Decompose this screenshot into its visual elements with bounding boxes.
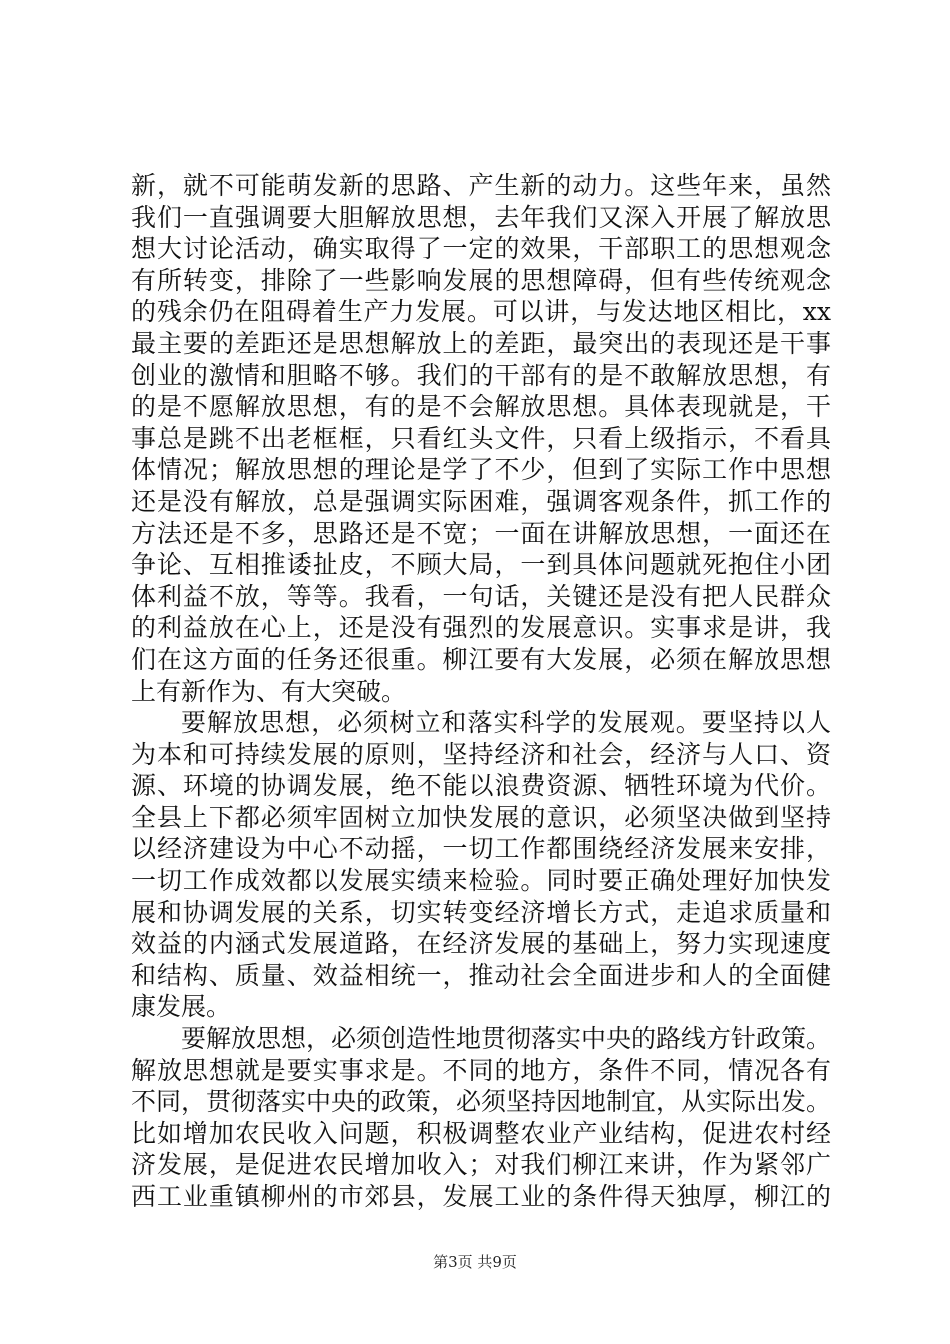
text-line: 不同，贯彻落实中央的政策，必须坚持因地制宜，从实际出发。: [131, 1087, 832, 1117]
text-line: 还是没有解放，总是强调实际困难，强调客观条件，抓工作的: [131, 486, 831, 516]
text-line: 的是不愿解放思想，有的是不会解放思想。具体表现就是，干: [131, 392, 831, 422]
text-line: 济发展，是促进农民增加收入；对我们柳江来讲，作为紧邻广: [131, 1150, 831, 1180]
text-line: 为本和可持续发展的原则，坚持经济和社会，经济与人口、资: [131, 739, 831, 769]
text-line: 们在这方面的任务还很重。柳江要有大发展，必须在解放思想: [131, 644, 831, 674]
text-line: 比如增加农民收入问题，积极调整农业产业结构，促进农村经: [131, 1118, 831, 1148]
text-line: 展和协调发展的关系，切实转变经济增长方式，走追求质量和: [131, 897, 831, 927]
text-line: 解放思想就是要实事求是。不同的地方，条件不同，情况各有: [131, 1055, 831, 1085]
body-text: [131, 170, 831, 1213]
text-line: 全县上下都必须牢固树立加快发展的意识，必须坚决做到坚持: [131, 802, 831, 832]
text-line: 事总是跳不出老框框，只看红头文件，只看上级指示，不看具: [131, 423, 831, 453]
text-line: 要解放思想，必须创造性地贯彻落实中央的路线方针政策。: [181, 1024, 832, 1054]
text-line: 要解放思想，必须树立和落实科学的发展观。要坚持以人: [181, 708, 831, 738]
text-line: 创业的激情和胆略不够。我们的干部有的是不敢解放思想，有: [131, 360, 831, 390]
text-line: 康发展。: [131, 992, 232, 1022]
text-line: 西工业重镇柳州的市郊县，发展工业的条件得天独厚，柳江的: [131, 1182, 831, 1211]
text-line: 的残余仍在阻碍着生产力发展。可以讲，与发达地区相比，xx: [131, 297, 831, 327]
text-line: 新，就不可能萌发新的思路、产生新的动力。这些年来，虽然: [131, 171, 831, 200]
text-line: 最主要的差距还是思想解放上的差距，最突出的表现还是干事: [131, 328, 831, 358]
text-line: 上有新作为、有大突破。: [131, 676, 407, 706]
text-line: 争论、互相推诿扯皮，不顾大局，一到具体问题就死抱住小团: [131, 550, 831, 580]
text-line: 源、环境的协调发展，绝不能以浪费资源、牺牲环境为代价。: [131, 771, 831, 801]
text-line: 效益的内涵式发展道路，在经济发展的基础上，努力实现速度: [131, 929, 831, 959]
text-line: 和结构、质量、效益相统一，推动社会全面进步和人的全面健: [131, 960, 831, 990]
text-line: 体利益不放，等等。我看，一句话，关键还是没有把人民群众: [131, 581, 831, 611]
text-line: 以经济建设为中心不动摇，一切工作都围绕经济发展来安排，: [131, 834, 831, 864]
text-line: 方法还是不多，思路还是不宽；一面在讲解放思想，一面还在: [131, 518, 831, 548]
text-line: 的利益放在心上，还是没有强烈的发展意识。实事求是讲，我: [131, 613, 831, 643]
text-line: 体情况；解放思想的理论是学了不少，但到了实际工作中思想: [131, 455, 831, 485]
text-line: 想大讨论活动，确实取得了一定的效果，干部职工的思想观念: [131, 234, 831, 264]
text-line: 我们一直强调要大胆解放思想，去年我们又深入开展了解放思: [131, 202, 831, 232]
page-footer: 第3页 共9页: [433, 1253, 517, 1271]
text-line: 一切工作成效都以发展实绩来检验。同时要正确处理好加快发: [131, 866, 831, 896]
text-line: 有所转变，排除了一些影响发展的思想障碍，但有些传统观念: [131, 265, 831, 295]
